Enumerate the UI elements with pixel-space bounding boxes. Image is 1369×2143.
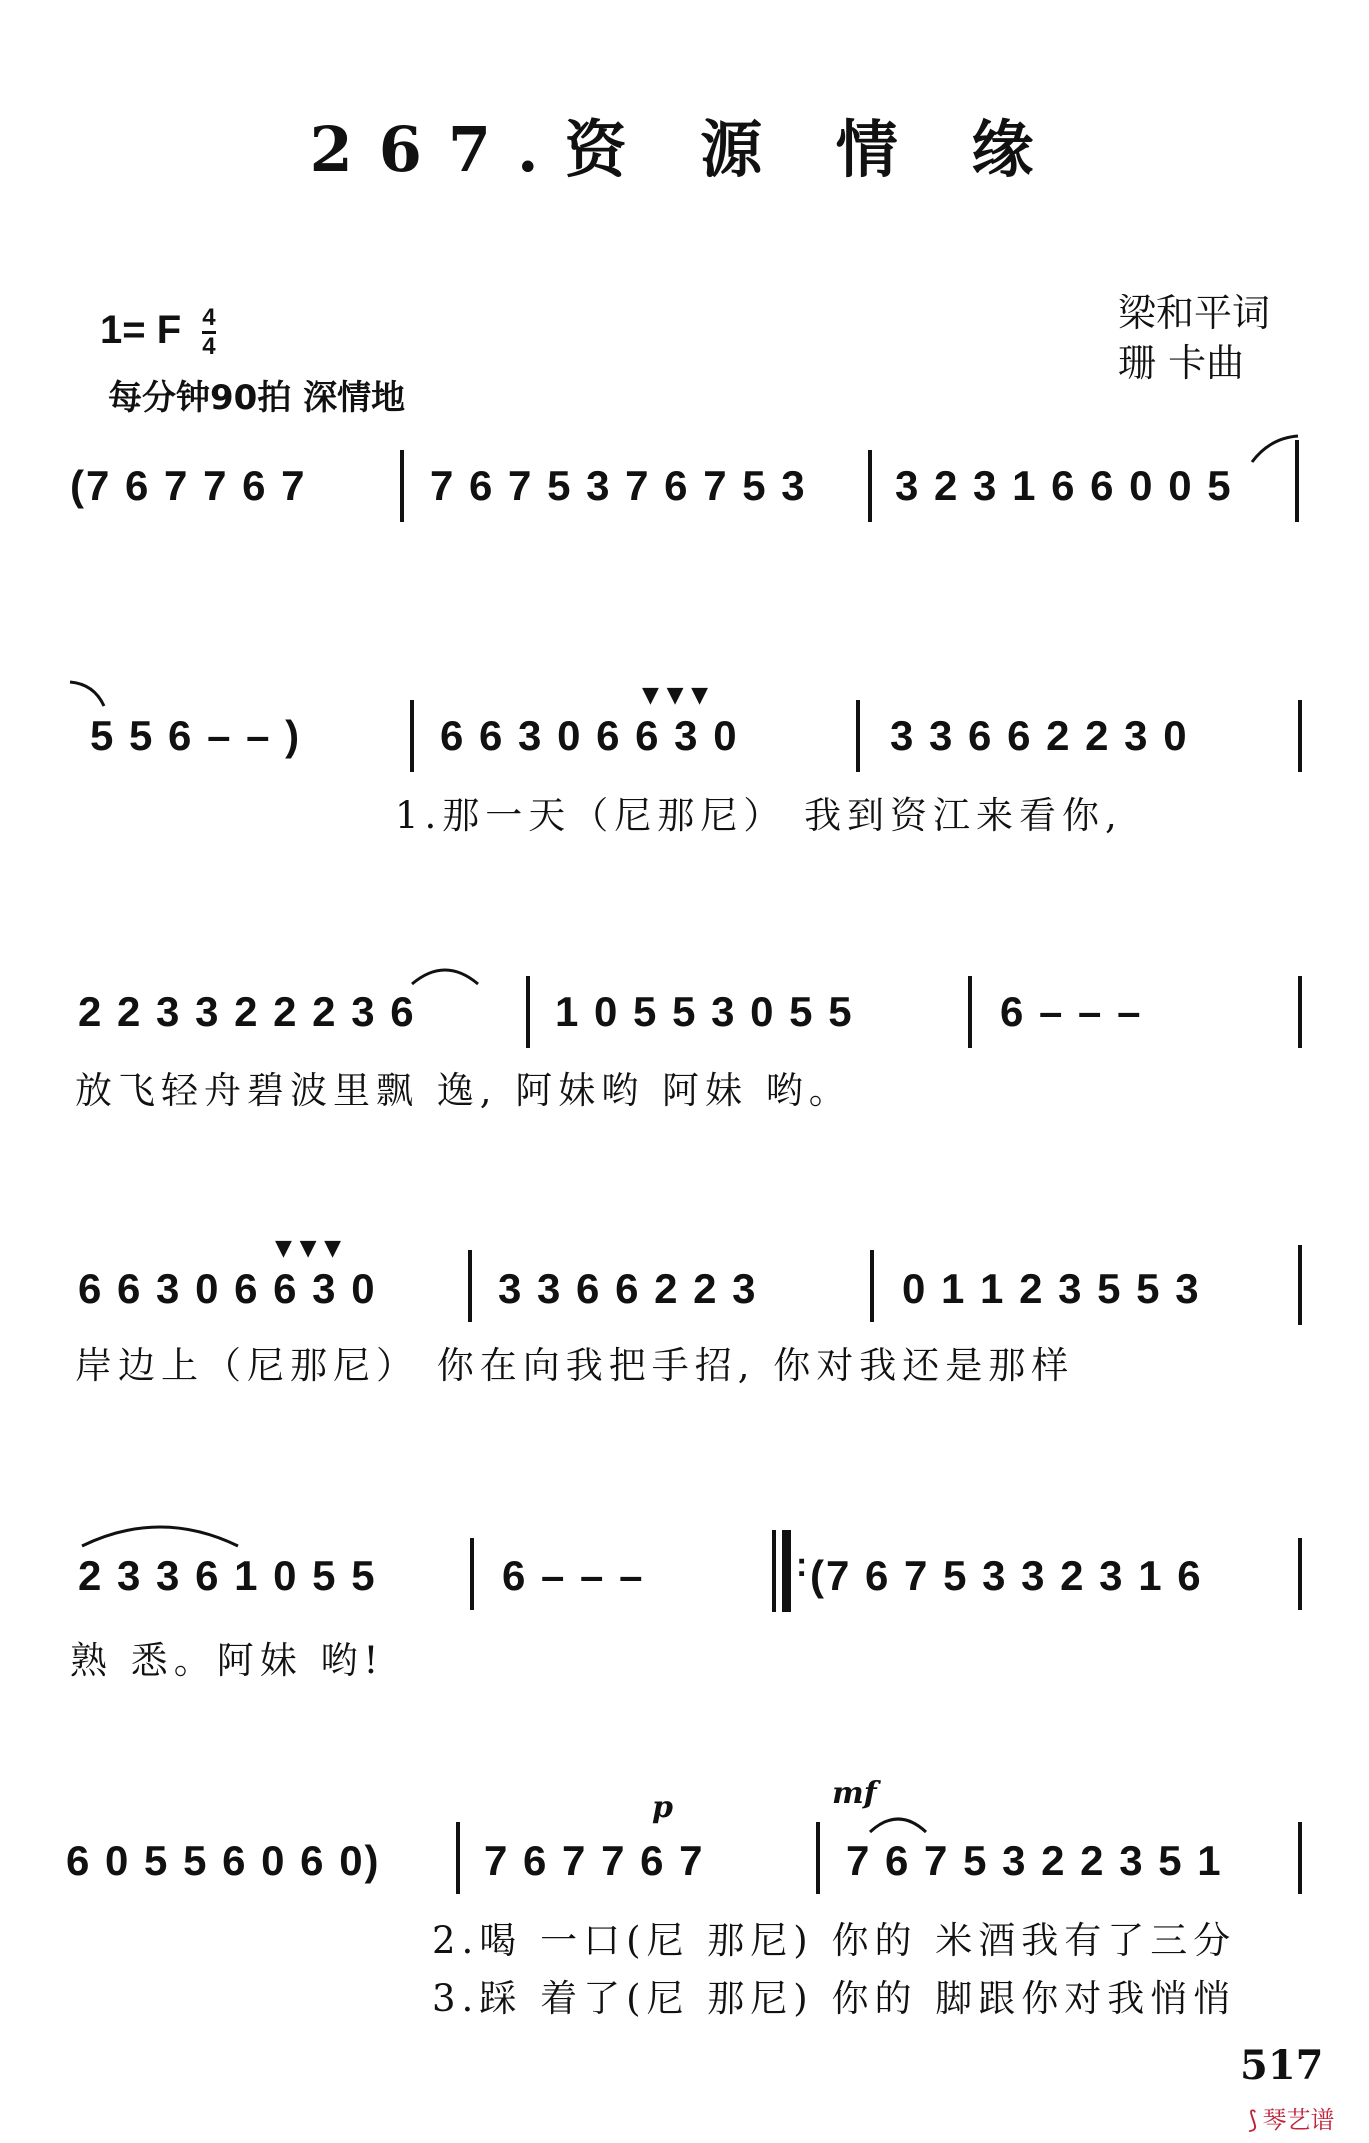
row3-measure2: 1 0 5 5 3 0 5 5 — [555, 988, 854, 1035]
lyricist-credit: 梁和平词 — [1118, 291, 1271, 335]
key-signature — [100, 305, 216, 360]
row4-measure2: 3 3 6 6 2 2 3 — [498, 1265, 758, 1312]
row3-measure3: 6 – – – — [1000, 988, 1143, 1035]
song-title: 267.资 源 情 缘 — [309, 113, 1060, 186]
repeat-dots: : — [796, 1546, 810, 1584]
row5-measure2: 6 – – – — [502, 1552, 645, 1599]
row5-measure1: 2 3 3 6 1 0 5 5 — [78, 1552, 377, 1599]
row3-lyrics: 放飞轻舟碧波里飘 逸, 阿妹哟 阿妹 哟。 — [75, 1069, 852, 1112]
tie-arc — [410, 962, 480, 986]
composer-credit: 珊 卡曲 — [1118, 341, 1245, 385]
row3-measure1: 2 2 3 3 2 2 2 3 6 — [78, 988, 416, 1035]
accent-marks: ▼ ▼ ▼ — [275, 1235, 342, 1261]
barline — [400, 450, 404, 522]
watermark-text: 琴艺谱 — [1262, 2106, 1335, 2134]
row6-measure1: 6 0 5 5 6 0 6 0) — [66, 1837, 381, 1884]
barline — [1298, 976, 1302, 1048]
barline — [1298, 700, 1302, 772]
key-text: 1= F — [100, 308, 182, 353]
barline — [456, 1822, 460, 1894]
barline — [868, 450, 872, 522]
row6-lyrics-verse2: 2.喝 一口(尼 那尼) 你的 米酒我有了三分 — [432, 1919, 1237, 1962]
page-number: 517 — [1240, 2042, 1324, 2089]
barline — [470, 1538, 474, 1610]
dynamic-mf: mf — [832, 1776, 877, 1811]
row1-measure2: 7 6 7 5 3 7 6 7 5 3 — [430, 462, 807, 509]
accent-marks: ▼ ▼ ▼ — [642, 682, 709, 708]
row2-measure2: 6 6 3 0 6 6 3 0 — [440, 712, 739, 759]
watermark-logo-icon: ⟆ — [1248, 2106, 1258, 2134]
barline — [856, 700, 860, 772]
repeat-thick-bar — [782, 1530, 791, 1612]
row6-lyrics-verse3: 3.踩 着了(尼 那尼) 你的 脚跟你对我悄悄 — [432, 1977, 1237, 2020]
barline — [526, 976, 530, 1048]
barline — [1298, 1245, 1302, 1325]
barline — [1298, 1822, 1302, 1894]
repeat-thin-bar — [772, 1530, 776, 1612]
row6-measure2: 7 6 7 7 6 7 — [484, 1837, 705, 1884]
slur-arc — [80, 1518, 240, 1548]
row5-lyrics: 熟 悉。阿妹 哟! — [70, 1639, 385, 1682]
barline — [468, 1250, 472, 1322]
tie-arc — [68, 680, 108, 710]
barline — [870, 1250, 874, 1322]
time-numerator: 4 — [202, 305, 215, 334]
tie-arc — [1250, 434, 1300, 464]
time-denominator: 4 — [202, 333, 216, 360]
row4-measure1: 6 6 3 0 6 6 3 0 — [78, 1265, 377, 1312]
row2-lyrics: 1.那一天（尼那尼） 我到资江来看你, — [395, 794, 1123, 837]
dynamic-p: p — [652, 1790, 673, 1825]
row6-measure3: 7 6 7 5 3 2 2 3 5 1 — [846, 1837, 1223, 1884]
row1-measure3: 3 2 3 1 6 6 0 0 5 — [895, 462, 1233, 509]
barline — [1298, 1538, 1302, 1610]
time-signature — [202, 305, 215, 360]
row2-measure1: 5 5 6 – – ) — [90, 712, 302, 759]
row2-measure3: 3 3 6 6 2 2 3 0 — [890, 712, 1189, 759]
tempo-marking: 每分钟90拍 深情地 — [108, 378, 406, 418]
row4-lyrics: 岸边上（尼那尼） 你在向我把手招, 你对我还是那样 — [75, 1344, 1075, 1387]
watermark — [1248, 2100, 1334, 2135]
row4-measure3: 0 1 1 2 3 5 5 3 — [902, 1265, 1201, 1312]
barline — [968, 976, 972, 1048]
tie-arc — [868, 1812, 928, 1834]
barline — [816, 1822, 820, 1894]
row5-measure3: (7 6 7 5 3 3 2 3 1 6 — [810, 1552, 1203, 1599]
barline — [410, 700, 414, 772]
row1-measure1: (7 6 7 7 6 7 — [70, 462, 307, 509]
